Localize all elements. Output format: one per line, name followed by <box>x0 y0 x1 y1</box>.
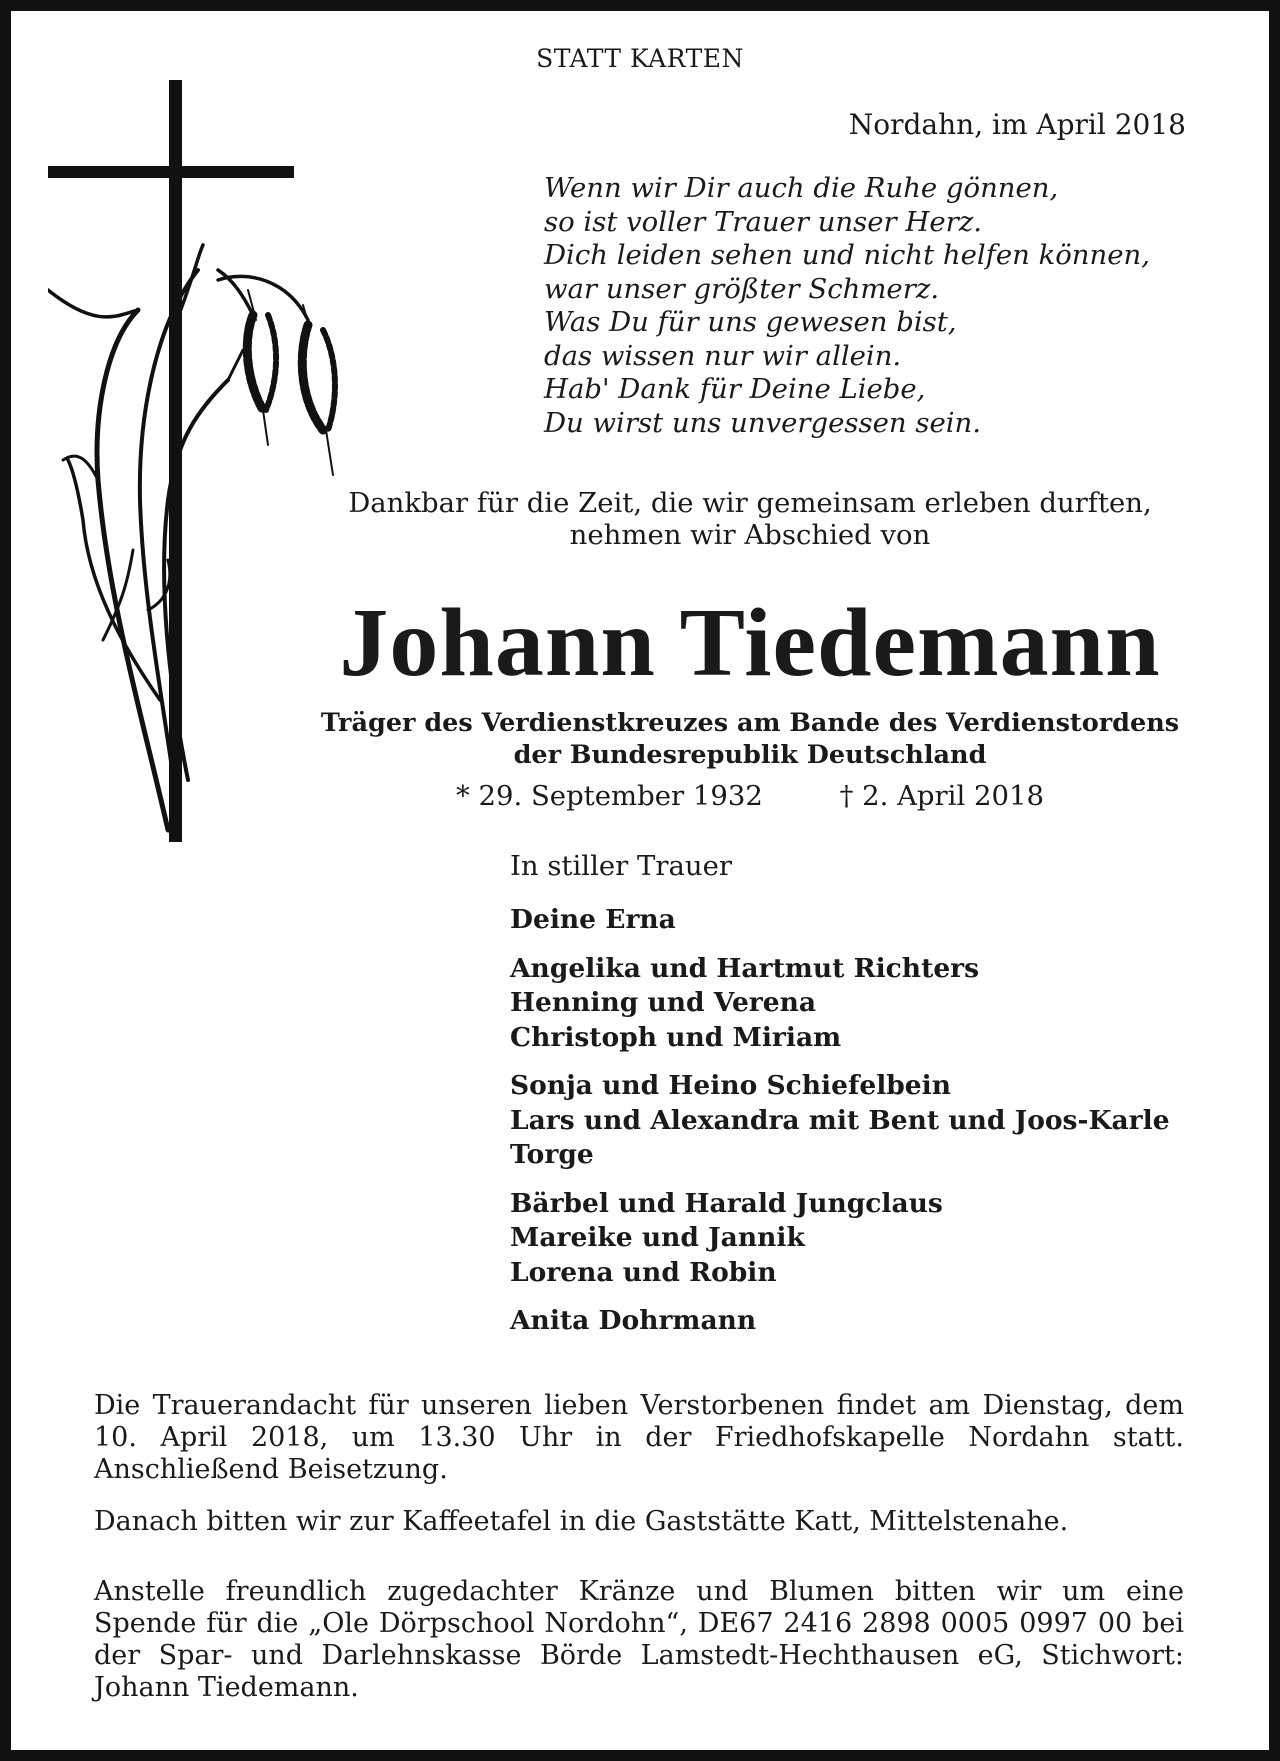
poem-line: das wissen nur wir allein. <box>544 339 902 372</box>
family-member: Lars und Alexandra mit Bent und Joos-Karle <box>510 1104 1170 1136</box>
coffee-note: Danach bitten wir zur Kaffeetafel in die Gaststätte Katt, Mittelstenahe. <box>94 1506 1069 1537</box>
poem-line: Wenn wir Dir auch die Ruhe gönnen, <box>544 172 1059 204</box>
life-dates <box>250 780 1250 812</box>
family-member: Angelika und Hartmut Richters <box>510 952 980 984</box>
poem-line: war unser größter Schmerz. <box>544 272 940 305</box>
place-date: Nordahn, im April 2018 <box>848 108 1186 141</box>
service-announcement: Die Trauerandacht für unseren lieben Verstorbenen findet am Dienstag, dem 10. April 2018, um 13.30 Uhr in der Friedhofskapelle Nordahn statt. Anschließend Beisetzung. <box>94 1390 1184 1485</box>
family-member: Henning und Verena <box>510 987 817 1018</box>
honor-title <box>250 707 1250 771</box>
death-date: † 2. April 2018 <box>839 780 1044 812</box>
family-member: Deine Erna <box>510 904 676 935</box>
poem-line: Dich leiden sehen und nicht helfen können, <box>544 239 1150 271</box>
family-member: Mareike und Jannik <box>510 1222 805 1253</box>
family-member: Torge <box>510 1139 594 1170</box>
donation-note: Anstelle freundlich zugedachter Kränze und Blumen bitten wir um eine Spende für die „Ole Dörpschool Nordohn“, DE67 2416 2898 0005 0997 00 bei der Spar- und Darlehnskasse Börde Lamstedt-Hechthausen eG, Stichwort: Johann Tiedemann. <box>94 1576 1184 1703</box>
header-statt-karten: STATT KARTEN <box>536 44 744 73</box>
family-member: Sonja und Heino Schiefelbein <box>510 1070 952 1101</box>
poem <box>544 172 1150 440</box>
family-list <box>510 903 1170 1353</box>
poem-line: so ist voller Trauer unser Herz. <box>544 205 983 238</box>
intro-line: Dankbar für die Zeit, die wir gemeinsam erleben durften, <box>348 487 1152 519</box>
title-line: Träger des Verdienstkreuzes am Bande des Verdienstordens <box>320 708 1180 738</box>
family-member: Bärbel und Harald Jungclaus <box>510 1187 943 1219</box>
family-group <box>510 952 1170 1056</box>
family-group <box>510 1187 1170 1291</box>
family-member: Christoph und Miriam <box>510 1021 842 1053</box>
mourning-label: In stiller Trauer <box>510 850 733 882</box>
poem-line: Du wirst uns unvergessen sein. <box>544 406 982 439</box>
birth-date: * 29. September 1932 <box>456 780 763 812</box>
family-group <box>510 1304 1170 1339</box>
family-member: Anita Dohrmann <box>510 1305 757 1336</box>
family-member: Lorena und Robin <box>510 1256 777 1288</box>
intro-line: nehmen wir Abschied von <box>569 519 931 551</box>
title-line: der Bundesrepublik Deutschland <box>513 740 987 770</box>
deceased-name: Johann Tiedemann <box>339 589 1161 697</box>
poem-line: Hab' Dank für Deine Liebe, <box>544 373 926 405</box>
intro-text <box>250 487 1250 551</box>
poem-line: Was Du für uns gewesen bist, <box>544 306 957 338</box>
family-group <box>510 1069 1170 1173</box>
family-group <box>510 903 1170 938</box>
